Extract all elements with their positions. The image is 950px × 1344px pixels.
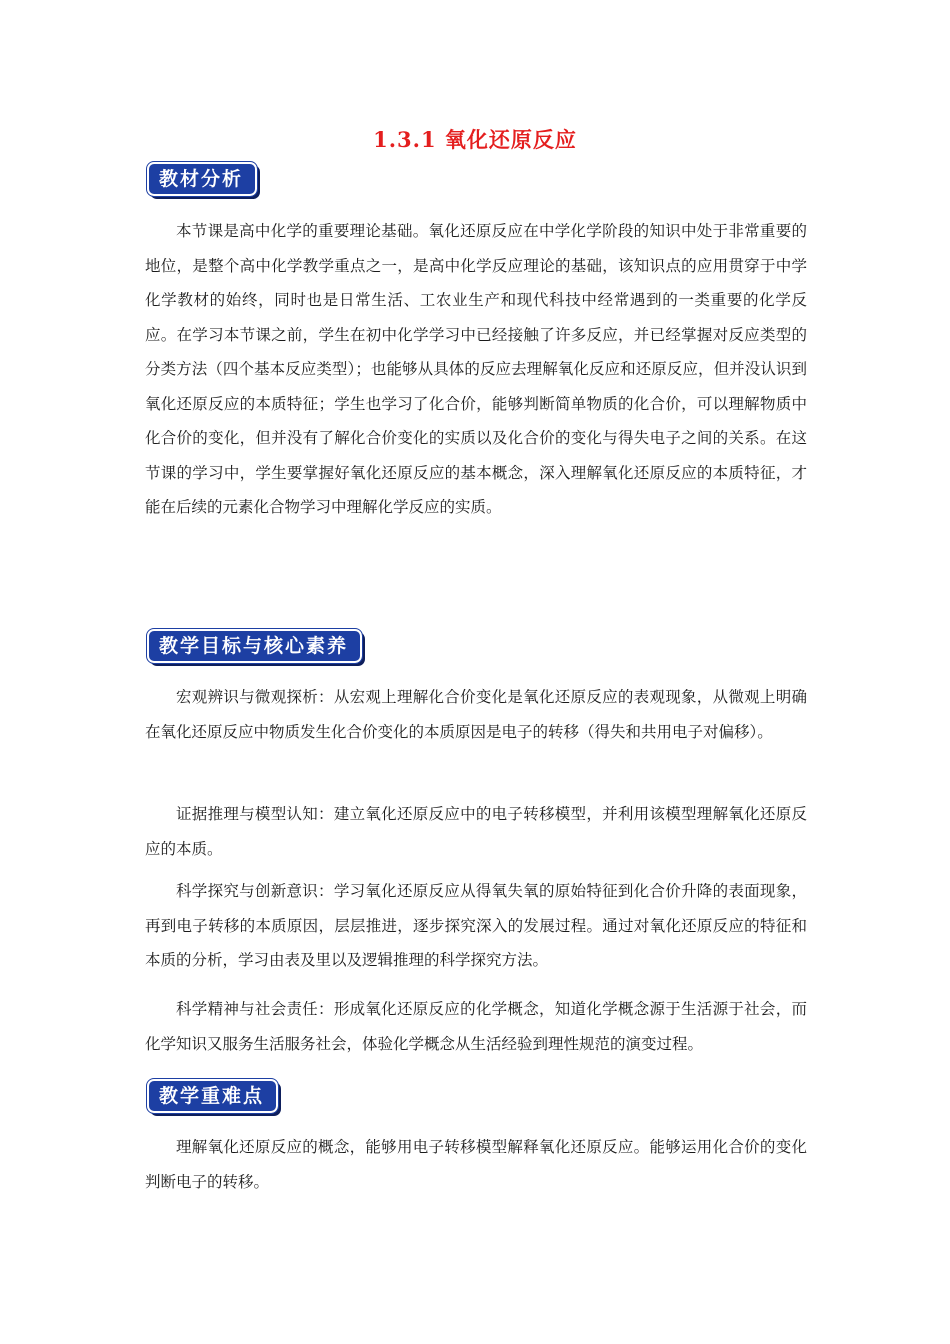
page-title: 1.3.1 氧化还原反应 bbox=[373, 127, 577, 152]
section-heading-keypoints: 教学重难点 bbox=[147, 1079, 278, 1113]
goal-paragraph-macro: 宏观辨识与微观探析：从宏观上理解化合价变化是氧化还原反应的表观现象，从微观上明确在氧化还原反应中物质发生化合价变化的本质原因是电子的转移（得失和共用电子对偏移）。 bbox=[145, 688, 807, 741]
section-heading-goals: 教学目标与核心素养 bbox=[147, 629, 362, 663]
keypoints-paragraph: 理解氧化还原反应的概念，能够用电子转移模型解释氧化还原反应。能够运用化合价的变化判断电子的转移。 bbox=[145, 1138, 807, 1191]
goal-paragraph-responsibility: 科学精神与社会责任：形成氧化还原反应的化学概念，知道化学概念源于生活源于社会，而化学知识又服务生活服务社会，体验化学概念从生活经验到理性规范的演变过程。 bbox=[145, 1000, 807, 1053]
analysis-paragraph: 本节课是高中化学的重要理论基础。氧化还原反应在中学化学阶段的知识中处于非常重要的地位，是整个高中化学教学重点之一，是高中化学反应理论的基础，该知识点的应用贯穿于中学化学教材的始终，同时也是日常生活、工农业生产和现代科技中经常遇到的一类重要的化学反应。在学习本节课之前，学生在初中化学学习中已经接触了许多反应，并已经掌握对反应类型的分类方法（四个基本反应类型）；也能够从具体的反应去理解氧化反应和还原反应，但并没认识到氧化还原反应的本质特征；学生也学习了化合价，能够判断简单物质的化合价，可以理解物质中化合价的变化，但并没有了解化合价变化的实质以及化合价的变化与得失电子之间的关系。在这节课的学习中，学生要掌握好氧化还原反应的基本概念，深入理解氧化还原反应的本质特征，才能在后续的元素化合物学习中理解化学反应的实质。 bbox=[145, 222, 807, 516]
section-heading-analysis: 教材分析 bbox=[147, 162, 257, 196]
goal-paragraph-inquiry: 科学探究与创新意识：学习氧化还原反应从得氧失氧的原始特征到化合价升降的表面现象，再到电子转移的本质原因，层层推进，逐步探究深入的发展过程。通过对氧化还原反应的特征和本质的分析，学习由表及里以及逻辑推理的科学探究方法。 bbox=[145, 882, 807, 969]
goal-paragraph-evidence: 证据推理与模型认知：建立氧化还原反应中的电子转移模型，并利用该模型理解氧化还原反应的本质。 bbox=[145, 805, 807, 858]
